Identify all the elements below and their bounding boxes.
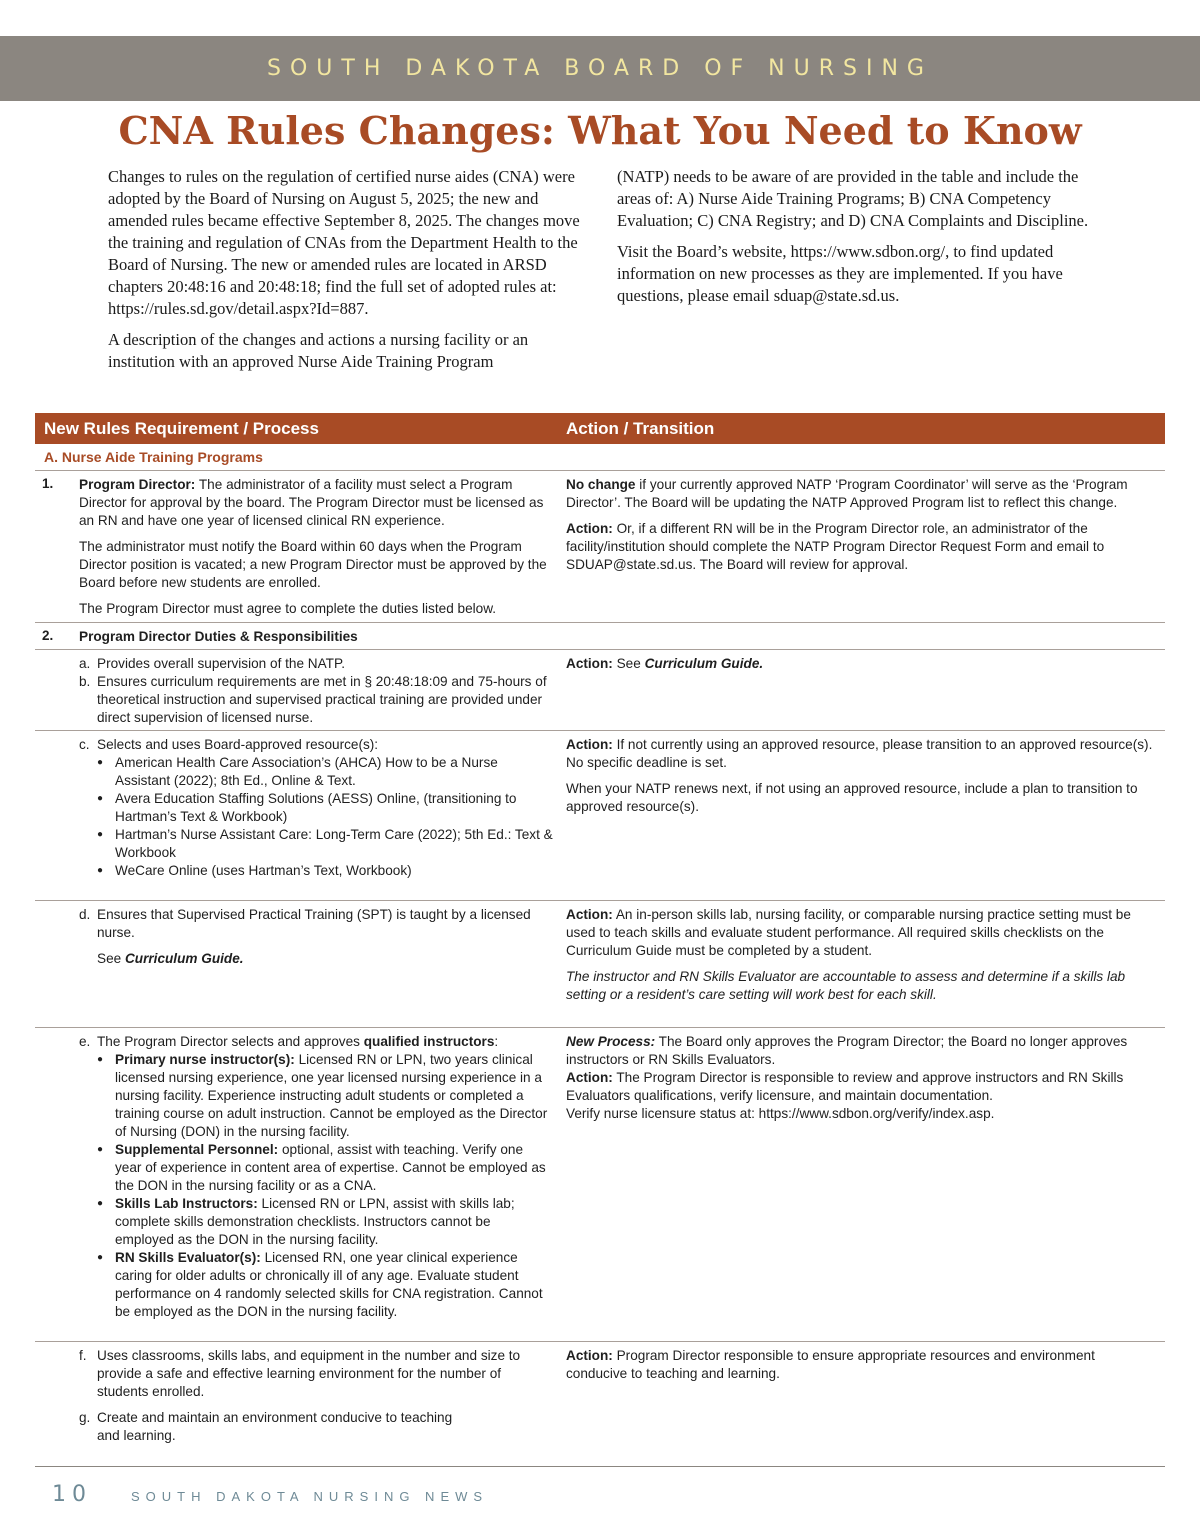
action-cell: [566, 1033, 1158, 1123]
instructor-type: RN Skills Evaluator(s):: [115, 1250, 261, 1265]
duty-text: The Program Director selects and approves: [97, 1034, 364, 1049]
action-label: Action:: [566, 521, 613, 536]
intro-paragraph: (NATP) needs to be aware of are provided in the table and include the areas of: A) Nurse Aide Training Programs; B) CNA Competency Evaluation; C) CNA Registry; and D) CNA Complaints and Discipline.: [617, 167, 1089, 230]
intro-paragraph: A description of the changes and actions a nursing facility or an institution with an approved Nurse Aide Training Program: [108, 330, 529, 371]
requirement-cell: d. Ensures that Supervised Practical Training (SPT) is taught by a licensed nurse. See Curriculum Guide.: [79, 907, 531, 966]
row-divider: [35, 622, 1165, 623]
duty-text: Create and maintain an environment conducive to teaching and learning.: [97, 1410, 453, 1443]
list-item: [115, 1249, 553, 1321]
list-item: [115, 1141, 553, 1195]
instructor-type: Supplemental Personnel:: [115, 1142, 279, 1157]
row-number: 2.: [42, 628, 54, 643]
row-divider: [35, 649, 1165, 650]
requirement-label: Program Director Duties & Responsibilities: [79, 629, 358, 644]
intro-right-column: [617, 166, 1097, 316]
duty-text: Ensures that Supervised Practical Training (SPT) is taught by a licensed nurse.: [97, 907, 531, 940]
action-label: Action:: [566, 907, 613, 922]
duty-text: Uses classrooms, skills labs, and equipment in the number and size to provide a safe and effective learning environment for the number of students enrolled.: [97, 1348, 521, 1399]
requirement-text: The administrator must notify the Board within 60 days when the Program Director position is vacated; a new Program Director must be approved by the Board before new students are enrolled.: [79, 539, 547, 590]
duty-text: Selects and uses Board-approved resource(s):: [97, 737, 379, 752]
footer-rule: [35, 1466, 1165, 1467]
instructor-requirement: Licensed RN or LPN, assist with skills lab; complete skills demonstration checklists. Instructors cannot be employed as the DON in the nursing facility.: [115, 1196, 515, 1247]
intro-paragraph: Changes to rules on the regulation of certified nurse aides (CNA) were adopted by the Board of Nursing on August 5, 2025; the new and amended rules became effective September 8, 2025. The changes move the training and regulation of CNAs from the Department Health to the Board of Nursing. The new or amended rules are located in ARSD chapters 20:48:16 and 20:48:18; find the full set of adopted rules at: https://rules.sd.gov/detail.aspx?Id=887.: [108, 167, 580, 318]
action-label: No change: [566, 477, 636, 492]
action-text: When your NATP renews next, if not using an approved resource, include a plan to transition to approved resource(s).: [566, 781, 1138, 814]
instructor-type: Skills Lab Instructors:: [115, 1196, 258, 1211]
action-note: The instructor and RN Skills Evaluator are accountable to assess and determine if a skills lab setting or a resident’s care setting will work best for each skill.: [566, 969, 1126, 1002]
page-title: CNA Rules Changes: What You Need to Know: [118, 108, 1082, 153]
requirement-text: The administrator of a facility must select a Program Director for approval by the board. The Program Director must be licensed as an RN and have one year of licensed clinical RN experience.: [79, 477, 544, 528]
list-item: ● WeCare Online (uses Hartman’s Text, Workbook): [115, 862, 553, 880]
action-text: See: [612, 656, 645, 671]
new-process-label: New Process:: [566, 1034, 656, 1049]
requirement-cell: a. Provides overall supervision of the NATP. b. Ensures curriculum requirements are met in § 20:48:18:09 and 75-hours of theoretical instruction and supervised practical training are provided under direct supervision of licensed nurse.: [79, 656, 547, 725]
curriculum-guide-reference: Curriculum Guide.: [644, 656, 764, 671]
instructor-list: [79, 1051, 553, 1321]
requirement-label: Program Director:: [79, 477, 196, 492]
requirement-cell: [79, 628, 553, 646]
action-cell: [566, 1347, 1158, 1383]
action-label: Action:: [566, 1070, 613, 1085]
duty-text: Ensures curriculum requirements are met in § 20:48:18:09 and 75-hours of theoretical instruction and supervised practical training are provided under direct supervision of licensed nurse.: [97, 674, 547, 725]
action-text: An in-person skills lab, nursing facility, or comparable nursing practice setting must be used to teach skills and evaluate student performance. All required skills checklists on the Curriculum Guide must be completed by a student.: [566, 907, 1131, 958]
action-cell: [566, 655, 1158, 673]
action-cell: [566, 906, 1158, 1012]
row-divider: [35, 1027, 1165, 1028]
masthead-text: SOUTH DAKOTA BOARD OF NURSING: [267, 56, 933, 81]
action-text: if your currently approved NATP ‘Program Coordinator’ will serve as the ‘Program Director’. The Board will be updating the NATP Approved Program list to reflect this change.: [566, 477, 1128, 510]
list-item: ● Hartman’s Nurse Assistant Care: Long-Term Care (2022); 5th Ed.: Text & Workbook: [115, 826, 553, 862]
duty-text: Provides overall supervision of the NATP.: [97, 656, 346, 671]
intro-paragraph: Visit the Board’s website, https://www.sdbon.org/, to find updated information on new processes as they are implemented. If you have questions, please email sduap@state.sd.us.: [617, 242, 1063, 305]
duty-emphasis: qualified instructors: [363, 1034, 495, 1049]
action-text: The Program Director is responsible to review and approve instructors and RN Skills Evaluators qualifications, verify licensure, and maintain documentation.: [566, 1070, 1124, 1103]
section-heading: A. Nurse Aide Training Programs: [44, 449, 263, 465]
requirement-text: The Program Director must agree to complete the duties listed below.: [79, 601, 497, 616]
resource-list: [79, 754, 553, 880]
column-header-requirement: New Rules Requirement / Process: [44, 419, 319, 438]
row-divider: [35, 730, 1165, 731]
action-text: Or, if a different RN will be in the Program Director role, an administrator of the facility/institution should complete the NATP Program Director Request Form and email to SDUAP@state.sd.us. The Board will review for approval.: [566, 521, 1105, 572]
column-header-action: Action / Transition: [566, 419, 715, 438]
instructor-requirement: optional, assist with teaching. Verify one year of experience in content area of expertise. Cannot be employed as the DON in the nursing facility or as a CNA.: [115, 1142, 546, 1193]
instructor-type: Primary nurse instructor(s):: [115, 1052, 295, 1067]
curriculum-guide-reference: Curriculum Guide.: [124, 951, 244, 966]
action-label: Action:: [566, 656, 613, 671]
row-number: 1.: [42, 476, 54, 491]
action-text: If not currently using an approved resource, please transition to an approved resource(s). No specific deadline is set.: [566, 737, 1153, 770]
list-item: [115, 1051, 553, 1141]
page-number: 10: [52, 1482, 92, 1507]
masthead-banner: [0, 36, 1200, 101]
action-label: Action:: [566, 1348, 613, 1363]
row-divider: [35, 900, 1165, 901]
requirement-cell: f. Uses classrooms, skills labs, and equipment in the number and size to provide a safe and effective learning environment for the number of students enrolled. g. Create and maintain an environment conducive to teaching and learning.: [79, 1348, 521, 1443]
list-item: ● Avera Education Staffing Solutions (AESS) Online, (transitioning to Hartman’s Text & Workbook): [115, 790, 553, 826]
action-cell: [566, 476, 1158, 582]
requirement-cell: e. The Program Director selects and approves qualified instructors: ● Primary nurse instructor(s): Licensed RN or LPN, two years clinical licensed nursing experience, one year licensed nursing experience in a nursing facility. Experience instructing adult students or completed a training course on adult instruction. Cannot be employed as the Director of Nursing (DON) in the nursing facility. ● Supplemental Personnel: optional, assist with teaching. Verify one year of experience in content area of expertise. Cannot be employed as the DON in the nursing facility or as a CNA. ● Skills Lab Instructors: Licensed RN or LPN, assist with skills lab; complete skills demonstration checklists. Instructors cannot be employed as the DON in the nursing facility. ● RN Skills Evaluator(s): Licensed RN, one year clinical experience caring for older adults or chronically ill of any age. Evaluate student performance on 4 randomly selected skills for CNA registration. Cannot be employed as the DON in the nursing facility.: [79, 1033, 553, 1321]
row-divider: [35, 1341, 1165, 1342]
table-header: [35, 413, 1165, 444]
list-item: ● American Health Care Association’s (AHCA) How to be a Nurse Assistant (2022); 8th Ed., Online & Text.: [115, 754, 553, 790]
instructor-requirement: Licensed RN or LPN, two years clinical licensed nursing experience, one year licensed nursing experience in a nursing facility. Experience instructing adult students or completed a training course on adult instruction. Cannot be employed as the Director of Nursing (DON) in the nursing facility.: [115, 1052, 548, 1139]
row-divider: [35, 470, 1165, 471]
action-cell: [566, 736, 1158, 824]
intro-left-column: [108, 166, 588, 382]
requirement-cell: c. Selects and uses Board-approved resource(s): ● American Health Care Association’s (AHCA) How to be a Nurse Assistant (2022); 8th Ed., Online & Text. ● Avera Education Staffing Solutions (AESS) Online, (transitioning to Hartman’s Text & Workbook) ● Hartman’s Nurse Assistant Care: Long-Term Care (2022); 5th Ed.: Text & Workbook ● WeCare Online (uses Hartman’s Text, Workbook): [79, 736, 553, 880]
action-text: Verify nurse licensure status at: https://www.sdbon.org/verify/index.asp.: [566, 1106, 995, 1121]
see-text: See: [97, 951, 125, 966]
action-label: Action:: [566, 737, 613, 752]
requirement-cell: [79, 476, 553, 626]
publication-name: SOUTH DAKOTA NURSING NEWS: [131, 1489, 489, 1504]
duty-text: :: [494, 1034, 499, 1049]
list-item: [115, 1195, 553, 1249]
action-text: The Board only approves the Program Director; the Board no longer approves instructors or RN Skills Evaluators.: [566, 1034, 1128, 1067]
action-text: Program Director responsible to ensure appropriate resources and environment conducive to teaching and learning.: [566, 1348, 1095, 1381]
instructor-requirement: Licensed RN, one year clinical experience caring for older adults or chronically ill of any age. Evaluate student performance on 4 randomly selected skills for CNA registration. Cannot be employed as the DON in the nursing facility.: [115, 1250, 543, 1319]
